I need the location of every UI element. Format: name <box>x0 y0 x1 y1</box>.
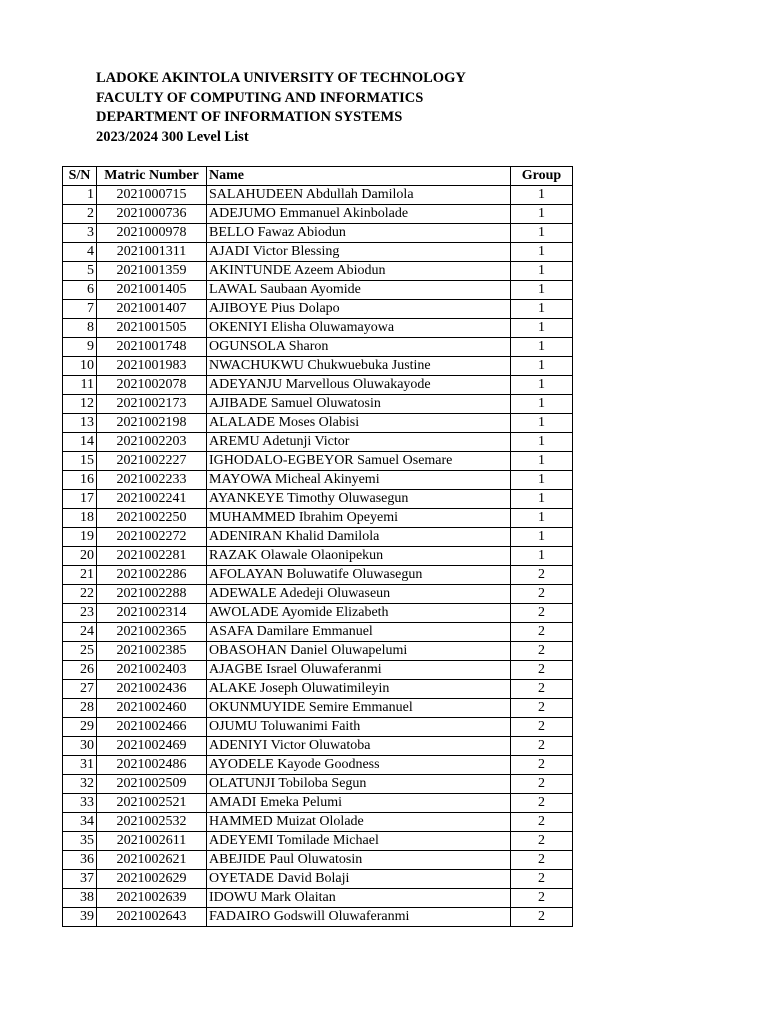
table-row <box>63 395 573 414</box>
table-row <box>63 661 573 680</box>
cell-sn: 15 <box>63 452 97 471</box>
column-header-group: Group <box>511 167 573 186</box>
cell-sn: 34 <box>63 813 97 832</box>
table-header-row <box>63 167 573 186</box>
cell-sn: 11 <box>63 376 97 395</box>
cell-matric-number: 2021001405 <box>97 281 207 300</box>
cell-group: 2 <box>511 889 573 908</box>
cell-matric-number: 2021002643 <box>97 908 207 927</box>
cell-sn: 9 <box>63 338 97 357</box>
cell-group: 2 <box>511 851 573 870</box>
cell-name: AFOLAYAN Boluwatife Oluwasegun <box>207 566 511 585</box>
table-row <box>63 642 573 661</box>
cell-name: HAMMED Muizat Ololade <box>207 813 511 832</box>
cell-name: OLATUNJI Tobiloba Segun <box>207 775 511 794</box>
table-row <box>63 528 573 547</box>
cell-sn: 8 <box>63 319 97 338</box>
table-row <box>63 908 573 927</box>
cell-group: 1 <box>511 490 573 509</box>
cell-sn: 33 <box>63 794 97 813</box>
cell-sn: 12 <box>63 395 97 414</box>
cell-group: 2 <box>511 566 573 585</box>
cell-sn: 1 <box>63 186 97 205</box>
cell-matric-number: 2021002509 <box>97 775 207 794</box>
cell-sn: 28 <box>63 699 97 718</box>
cell-matric-number: 2021002250 <box>97 509 207 528</box>
cell-group: 1 <box>511 262 573 281</box>
cell-sn: 13 <box>63 414 97 433</box>
table-row <box>63 718 573 737</box>
table-row <box>63 737 573 756</box>
cell-name: AMADI Emeka Pelumi <box>207 794 511 813</box>
cell-matric-number: 2021002403 <box>97 661 207 680</box>
cell-name: MUHAMMED Ibrahim Opeyemi <box>207 509 511 528</box>
cell-matric-number: 2021000736 <box>97 205 207 224</box>
table-row <box>63 414 573 433</box>
cell-matric-number: 2021001311 <box>97 243 207 262</box>
cell-matric-number: 2021002241 <box>97 490 207 509</box>
table-row <box>63 794 573 813</box>
cell-matric-number: 2021001505 <box>97 319 207 338</box>
cell-name: ALALADE Moses Olabisi <box>207 414 511 433</box>
cell-group: 2 <box>511 737 573 756</box>
cell-group: 1 <box>511 357 573 376</box>
table-row <box>63 756 573 775</box>
cell-sn: 4 <box>63 243 97 262</box>
document-header <box>96 69 466 147</box>
cell-group: 2 <box>511 661 573 680</box>
cell-matric-number: 2021002286 <box>97 566 207 585</box>
cell-sn: 10 <box>63 357 97 376</box>
cell-group: 2 <box>511 870 573 889</box>
table-row <box>63 566 573 585</box>
cell-name: ABEJIDE Paul Oluwatosin <box>207 851 511 870</box>
cell-sn: 3 <box>63 224 97 243</box>
cell-matric-number: 2021002227 <box>97 452 207 471</box>
cell-sn: 7 <box>63 300 97 319</box>
column-header-name: Name <box>207 167 511 186</box>
cell-matric-number: 2021001983 <box>97 357 207 376</box>
cell-group: 1 <box>511 509 573 528</box>
cell-matric-number: 2021002365 <box>97 623 207 642</box>
cell-group: 1 <box>511 319 573 338</box>
cell-sn: 27 <box>63 680 97 699</box>
cell-matric-number: 2021002469 <box>97 737 207 756</box>
cell-sn: 18 <box>63 509 97 528</box>
cell-name: AREMU Adetunji Victor <box>207 433 511 452</box>
cell-name: AJIBADE Samuel Oluwatosin <box>207 395 511 414</box>
cell-matric-number: 2021001359 <box>97 262 207 281</box>
university-name: LADOKE AKINTOLA UNIVERSITY OF TECHNOLOGY <box>96 70 466 86</box>
cell-group: 1 <box>511 224 573 243</box>
cell-matric-number: 2021002521 <box>97 794 207 813</box>
cell-name: OKUNMUYIDE Semire Emmanuel <box>207 699 511 718</box>
cell-name: ASAFA Damilare Emmanuel <box>207 623 511 642</box>
cell-matric-number: 2021002436 <box>97 680 207 699</box>
cell-matric-number: 2021002203 <box>97 433 207 452</box>
cell-name: AKINTUNDE Azeem Abiodun <box>207 262 511 281</box>
cell-group: 1 <box>511 471 573 490</box>
cell-group: 2 <box>511 623 573 642</box>
cell-sn: 37 <box>63 870 97 889</box>
cell-sn: 19 <box>63 528 97 547</box>
table-row <box>63 813 573 832</box>
table-row <box>63 490 573 509</box>
cell-matric-number: 2021002281 <box>97 547 207 566</box>
table-row <box>63 699 573 718</box>
cell-group: 2 <box>511 908 573 927</box>
table-row <box>63 680 573 699</box>
cell-name: AWOLADE Ayomide Elizabeth <box>207 604 511 623</box>
cell-name: AJAGBE Israel Oluwaferanmi <box>207 661 511 680</box>
cell-matric-number: 2021002629 <box>97 870 207 889</box>
table-row <box>63 832 573 851</box>
cell-group: 1 <box>511 300 573 319</box>
table-row <box>63 547 573 566</box>
cell-name: OYETADE David Bolaji <box>207 870 511 889</box>
cell-name: ADEYANJU Marvellous Oluwakayode <box>207 376 511 395</box>
cell-name: IGHODALO-EGBEYOR Samuel Osemare <box>207 452 511 471</box>
cell-group: 1 <box>511 376 573 395</box>
cell-name: AYODELE Kayode Goodness <box>207 756 511 775</box>
cell-sn: 14 <box>63 433 97 452</box>
cell-matric-number: 2021002272 <box>97 528 207 547</box>
cell-name: RAZAK Olawale Olaonipekun <box>207 547 511 566</box>
cell-matric-number: 2021002078 <box>97 376 207 395</box>
cell-sn: 6 <box>63 281 97 300</box>
table-row <box>63 851 573 870</box>
table-row <box>63 319 573 338</box>
cell-sn: 24 <box>63 623 97 642</box>
cell-name: ADENIYI Victor Oluwatoba <box>207 737 511 756</box>
cell-group: 2 <box>511 775 573 794</box>
cell-name: AYANKEYE Timothy Oluwasegun <box>207 490 511 509</box>
student-list-table <box>62 166 573 927</box>
cell-name: MAYOWA Micheal Akinyemi <box>207 471 511 490</box>
cell-group: 1 <box>511 547 573 566</box>
cell-name: OJUMU Toluwanimi Faith <box>207 718 511 737</box>
cell-name: AJIBOYE Pius Dolapo <box>207 300 511 319</box>
cell-sn: 29 <box>63 718 97 737</box>
cell-name: ADENIRAN Khalid Damilola <box>207 528 511 547</box>
faculty-name: FACULTY OF COMPUTING AND INFORMATICS <box>96 89 424 106</box>
cell-name: OKENIYI Elisha Oluwamayowa <box>207 319 511 338</box>
cell-group: 2 <box>511 604 573 623</box>
cell-sn: 16 <box>63 471 97 490</box>
cell-matric-number: 2021000978 <box>97 224 207 243</box>
table-row <box>63 870 573 889</box>
cell-name: OGUNSOLA Sharon <box>207 338 511 357</box>
table-row <box>63 509 573 528</box>
cell-group: 1 <box>511 395 573 414</box>
table-row <box>63 585 573 604</box>
cell-name: BELLO Fawaz Abiodun <box>207 224 511 243</box>
cell-matric-number: 2021002385 <box>97 642 207 661</box>
cell-sn: 5 <box>63 262 97 281</box>
table-row <box>63 186 573 205</box>
cell-matric-number: 2021002486 <box>97 756 207 775</box>
cell-matric-number: 2021002611 <box>97 832 207 851</box>
cell-sn: 39 <box>63 908 97 927</box>
column-header-matric: Matric Number <box>97 167 207 186</box>
cell-group: 1 <box>511 414 573 433</box>
cell-group: 2 <box>511 813 573 832</box>
table-row <box>63 357 573 376</box>
cell-group: 1 <box>511 205 573 224</box>
cell-sn: 30 <box>63 737 97 756</box>
table-row <box>63 623 573 642</box>
cell-group: 1 <box>511 433 573 452</box>
cell-name: AJADI Victor Blessing <box>207 243 511 262</box>
cell-group: 1 <box>511 281 573 300</box>
cell-matric-number: 2021002460 <box>97 699 207 718</box>
cell-name: ADEJUMO Emmanuel Akinbolade <box>207 205 511 224</box>
cell-sn: 36 <box>63 851 97 870</box>
list-title: 2023/2024 300 Level List <box>96 128 249 145</box>
cell-name: IDOWU Mark Olaitan <box>207 889 511 908</box>
cell-matric-number: 2021002233 <box>97 471 207 490</box>
table-body <box>63 186 573 927</box>
cell-group: 2 <box>511 642 573 661</box>
cell-name: NWACHUKWU Chukwuebuka Justine <box>207 357 511 376</box>
cell-group: 1 <box>511 243 573 262</box>
cell-matric-number: 2021002532 <box>97 813 207 832</box>
cell-group: 2 <box>511 718 573 737</box>
table-row <box>63 775 573 794</box>
cell-group: 2 <box>511 794 573 813</box>
cell-matric-number: 2021002314 <box>97 604 207 623</box>
cell-sn: 32 <box>63 775 97 794</box>
cell-matric-number: 2021002639 <box>97 889 207 908</box>
cell-name: LAWAL Saubaan Ayomide <box>207 281 511 300</box>
cell-group: 2 <box>511 585 573 604</box>
table-row <box>63 243 573 262</box>
cell-matric-number: 2021002466 <box>97 718 207 737</box>
cell-group: 1 <box>511 528 573 547</box>
table-row <box>63 452 573 471</box>
cell-matric-number: 2021002173 <box>97 395 207 414</box>
cell-group: 1 <box>511 452 573 471</box>
table-row <box>63 433 573 452</box>
cell-name: ADEWALE Adedeji Oluwaseun <box>207 585 511 604</box>
department-name: DEPARTMENT OF INFORMATION SYSTEMS <box>96 109 403 125</box>
table-row <box>63 224 573 243</box>
cell-matric-number: 2021000715 <box>97 186 207 205</box>
cell-group: 1 <box>511 338 573 357</box>
table-row <box>63 471 573 490</box>
column-header-sn: S/N <box>63 167 97 186</box>
cell-matric-number: 2021001748 <box>97 338 207 357</box>
table-row <box>63 338 573 357</box>
table-row <box>63 604 573 623</box>
cell-sn: 31 <box>63 756 97 775</box>
cell-name: SALAHUDEEN Abdullah Damilola <box>207 186 511 205</box>
cell-sn: 38 <box>63 889 97 908</box>
cell-sn: 25 <box>63 642 97 661</box>
cell-sn: 17 <box>63 490 97 509</box>
cell-matric-number: 2021001407 <box>97 300 207 319</box>
cell-sn: 22 <box>63 585 97 604</box>
cell-sn: 23 <box>63 604 97 623</box>
table-row <box>63 889 573 908</box>
cell-matric-number: 2021002288 <box>97 585 207 604</box>
table-row <box>63 281 573 300</box>
cell-sn: 35 <box>63 832 97 851</box>
cell-sn: 21 <box>63 566 97 585</box>
cell-group: 2 <box>511 756 573 775</box>
cell-sn: 2 <box>63 205 97 224</box>
cell-matric-number: 2021002198 <box>97 414 207 433</box>
cell-group: 2 <box>511 699 573 718</box>
table-row <box>63 262 573 281</box>
cell-name: FADAIRO Godswill Oluwaferanmi <box>207 908 511 927</box>
cell-sn: 26 <box>63 661 97 680</box>
cell-sn: 20 <box>63 547 97 566</box>
table-row <box>63 205 573 224</box>
table-row <box>63 300 573 319</box>
cell-name: ADEYEMI Tomilade Michael <box>207 832 511 851</box>
cell-matric-number: 2021002621 <box>97 851 207 870</box>
cell-group: 2 <box>511 832 573 851</box>
table-row <box>63 376 573 395</box>
cell-group: 2 <box>511 680 573 699</box>
cell-name: OBASOHAN Daniel Oluwapelumi <box>207 642 511 661</box>
cell-name: ALAKE Joseph Oluwatimileyin <box>207 680 511 699</box>
cell-group: 1 <box>511 186 573 205</box>
